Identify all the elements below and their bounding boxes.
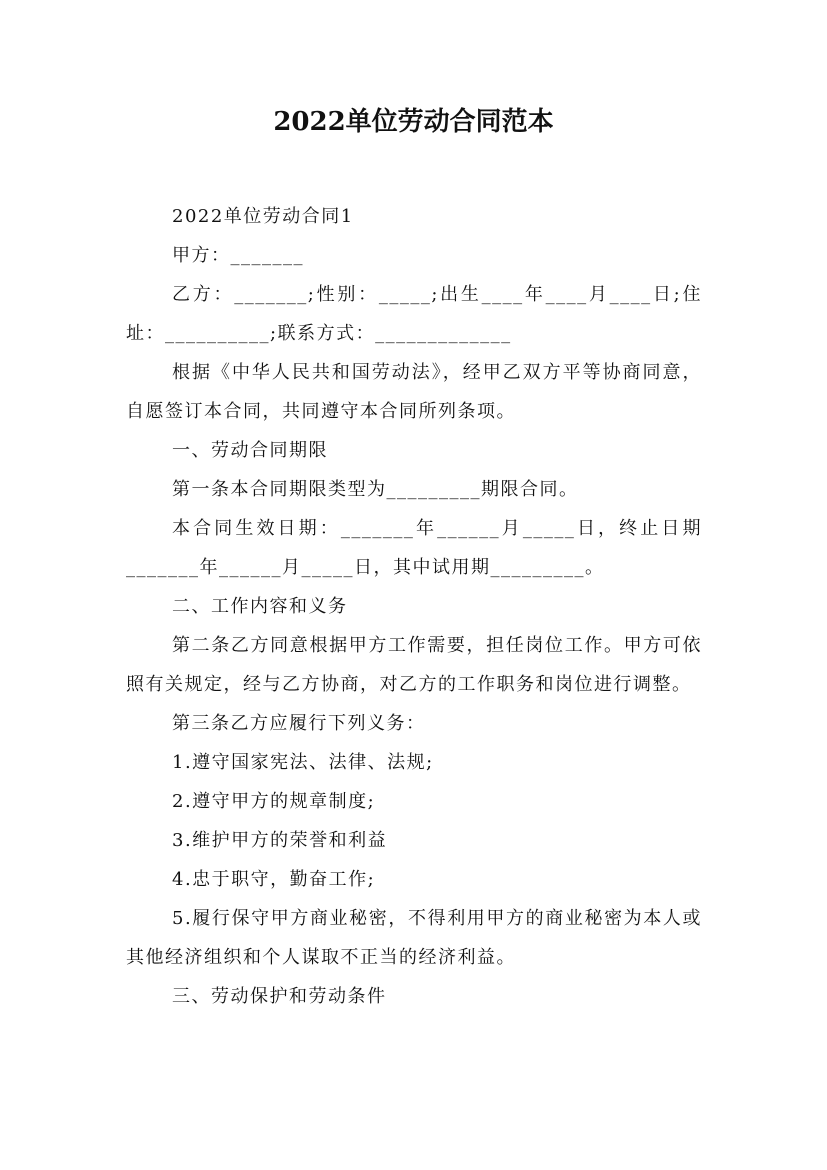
article-1: 第一条本合同期限类型为_________期限合同。 <box>172 479 579 500</box>
party-b-line: 乙方：_______;性别：_____;出生____年____月____日;住址：__________;联系方式：_____________ <box>126 284 702 344</box>
article-2: 第二条乙方同意根据甲方工作需要，担任岗位工作。甲方可依照有关规定，经与乙方协商，对乙方的工作职务和岗位进行调整。 <box>126 635 702 695</box>
obligation-item-2: 2.遵守甲方的规章制度; <box>172 791 376 812</box>
document-title: 2022单位劳动合同范本 <box>273 107 554 137</box>
preamble-paragraph: 根据《中华人民共和国劳动法》，经甲乙双方平等协商同意，自愿签订本合同，共同遵守本合同所列条项。 <box>126 362 702 422</box>
effective-date-paragraph: 本合同生效日期：_______年______月_____日，终止日期_______年______月_____日，其中试用期_________。 <box>126 518 702 578</box>
section-heading-duties: 二、工作内容和义务 <box>172 596 348 617</box>
section-heading-term: 一、劳动合同期限 <box>172 440 328 461</box>
obligation-item-5: 5.履行保守甲方商业秘密，不得利用甲方的商业秘密为本人或其他经济组织和个人谋取不正当的经济利益。 <box>126 908 702 968</box>
section-heading-protection: 三、劳动保护和劳动条件 <box>172 986 387 1007</box>
contract-heading: 2022单位劳动合同1 <box>172 206 354 227</box>
document-body <box>126 197 702 1016</box>
obligation-item-3: 3.维护甲方的荣誉和利益 <box>172 830 388 851</box>
article-3: 第三条乙方应履行下列义务： <box>172 713 426 734</box>
obligation-item-4: 4.忠于职守，勤奋工作; <box>172 869 376 890</box>
obligation-item-1: 1.遵守国家宪法、法律、法规; <box>172 752 434 773</box>
party-a-line: 甲方：_______ <box>172 245 304 266</box>
